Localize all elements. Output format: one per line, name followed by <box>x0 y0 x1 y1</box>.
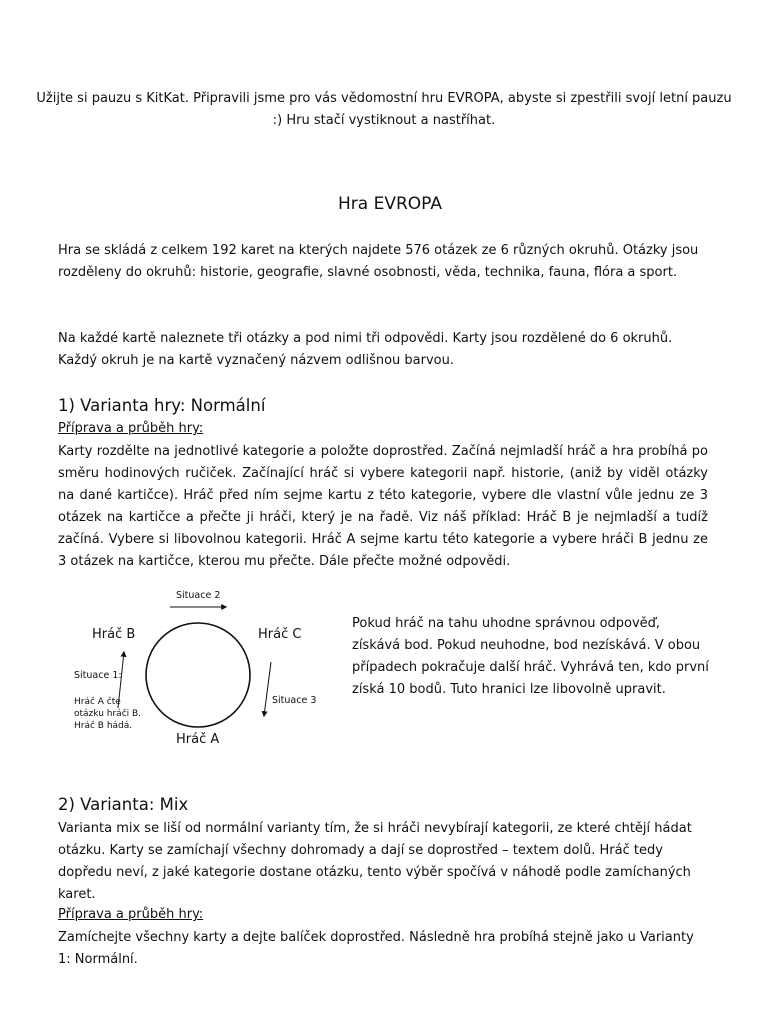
situace1-line: Hráč B hádá. <box>74 721 133 731</box>
variant2-text: Varianta mix se liší od normální varianty tím, že si hráči nevybírají kategorii, ze které chtějí hádat otázku. Karty se zamíchají všechny dohromady a dají se doprostřed – textem dolů. Hráč tedy dopředu neví, z jaké kategorie dostane otázku, tento výběr spočívá v náhodě podle zamíchaných karet. <box>58 821 692 902</box>
variant2-subheading: Příprava a průběh hry: <box>58 907 204 922</box>
situace3-label: Situace 3 <box>272 695 317 706</box>
variant2-instructions: Zamíchejte všechny karty a dejte balíček doprostřed. Následně hra probíhá stejně jako u Varianty 1: Normální. <box>58 930 694 967</box>
scoring-text: Pokud hráč na tahu uhodne správnou odpověď, získává bod. Pokud neuhodne, bod nezískává. V obou případech pokračuje další hráč. Vyhrává ten, kdo první získá 10 bodů. Tuto hranici lze libovolně upravit. <box>352 616 709 697</box>
variant1-subheading: Příprava a průběh hry: <box>58 421 204 436</box>
situace3-arrow <box>264 662 271 716</box>
situace2-label: Situace 2 <box>176 590 221 601</box>
page-title: Hra EVROPA <box>338 194 442 214</box>
intro-text: Užijte si pauzu s KitKat. Připravili jsme pro vás vědomostní hru EVROPA, abyste si zpestřili svojí letní pauzu :) Hru stačí vystiknout a nastříhat. <box>36 91 732 128</box>
variant1-heading: 1) Varianta hry: Normální <box>58 396 266 415</box>
players-circle <box>146 623 250 727</box>
hrac-c-label: Hráč C <box>258 627 302 642</box>
paragraph-overview: Hra se skládá z celkem 192 karet na kterých najdete 576 otázek ze 6 různých okruhů. Otázky jsou rozděleny do okruhů: historie, geografie, slavné osobnosti, věda, technika, fauna, flóra a sport. <box>58 243 699 280</box>
variant1-text: Karty rozdělte na jednotlivé kategorie a položte doprostřed. Začíná nejmladší hráč a hra probíhá po směru hodinových ručiček. Začínající hráč si vybere kategorii např. historie, (aniž by viděl otázky na dané kartičce). Hráč před ním sejme kartu z této kategorie, vybere dle vlastní vůle jednu ze 3 otázek na kartičce a přečte ji hráči, který je na řadě. Viz náš příklad: Hráč B je nejmladší a tudíž začíná. Vybere si libovolnou kategorii. Hráč A sejme kartu této kategorie a vybere hráči B jednu ze 3 otázek na kartičce, kterou mu přečte. Dále přečte možné odpovědi. <box>58 444 708 569</box>
situace1-line: otázku hráči B. <box>74 709 142 719</box>
hrac-b-label: Hráč B <box>92 627 136 642</box>
situace1-line: Hráč A čte <box>74 697 121 707</box>
situace1-title: Situace 1: <box>74 670 122 681</box>
players-diagram <box>58 580 338 750</box>
paragraph-cards: Na každé kartě naleznete tři otázky a pod nimi tři odpovědi. Karty jsou rozdělené do 6 okruhů. Každý okruh je na kartě vyznačený názvem odlišnou barvou. <box>58 331 673 368</box>
hrac-a-label: Hráč A <box>176 732 220 747</box>
variant2-heading: 2) Varianta: Mix <box>58 795 189 814</box>
